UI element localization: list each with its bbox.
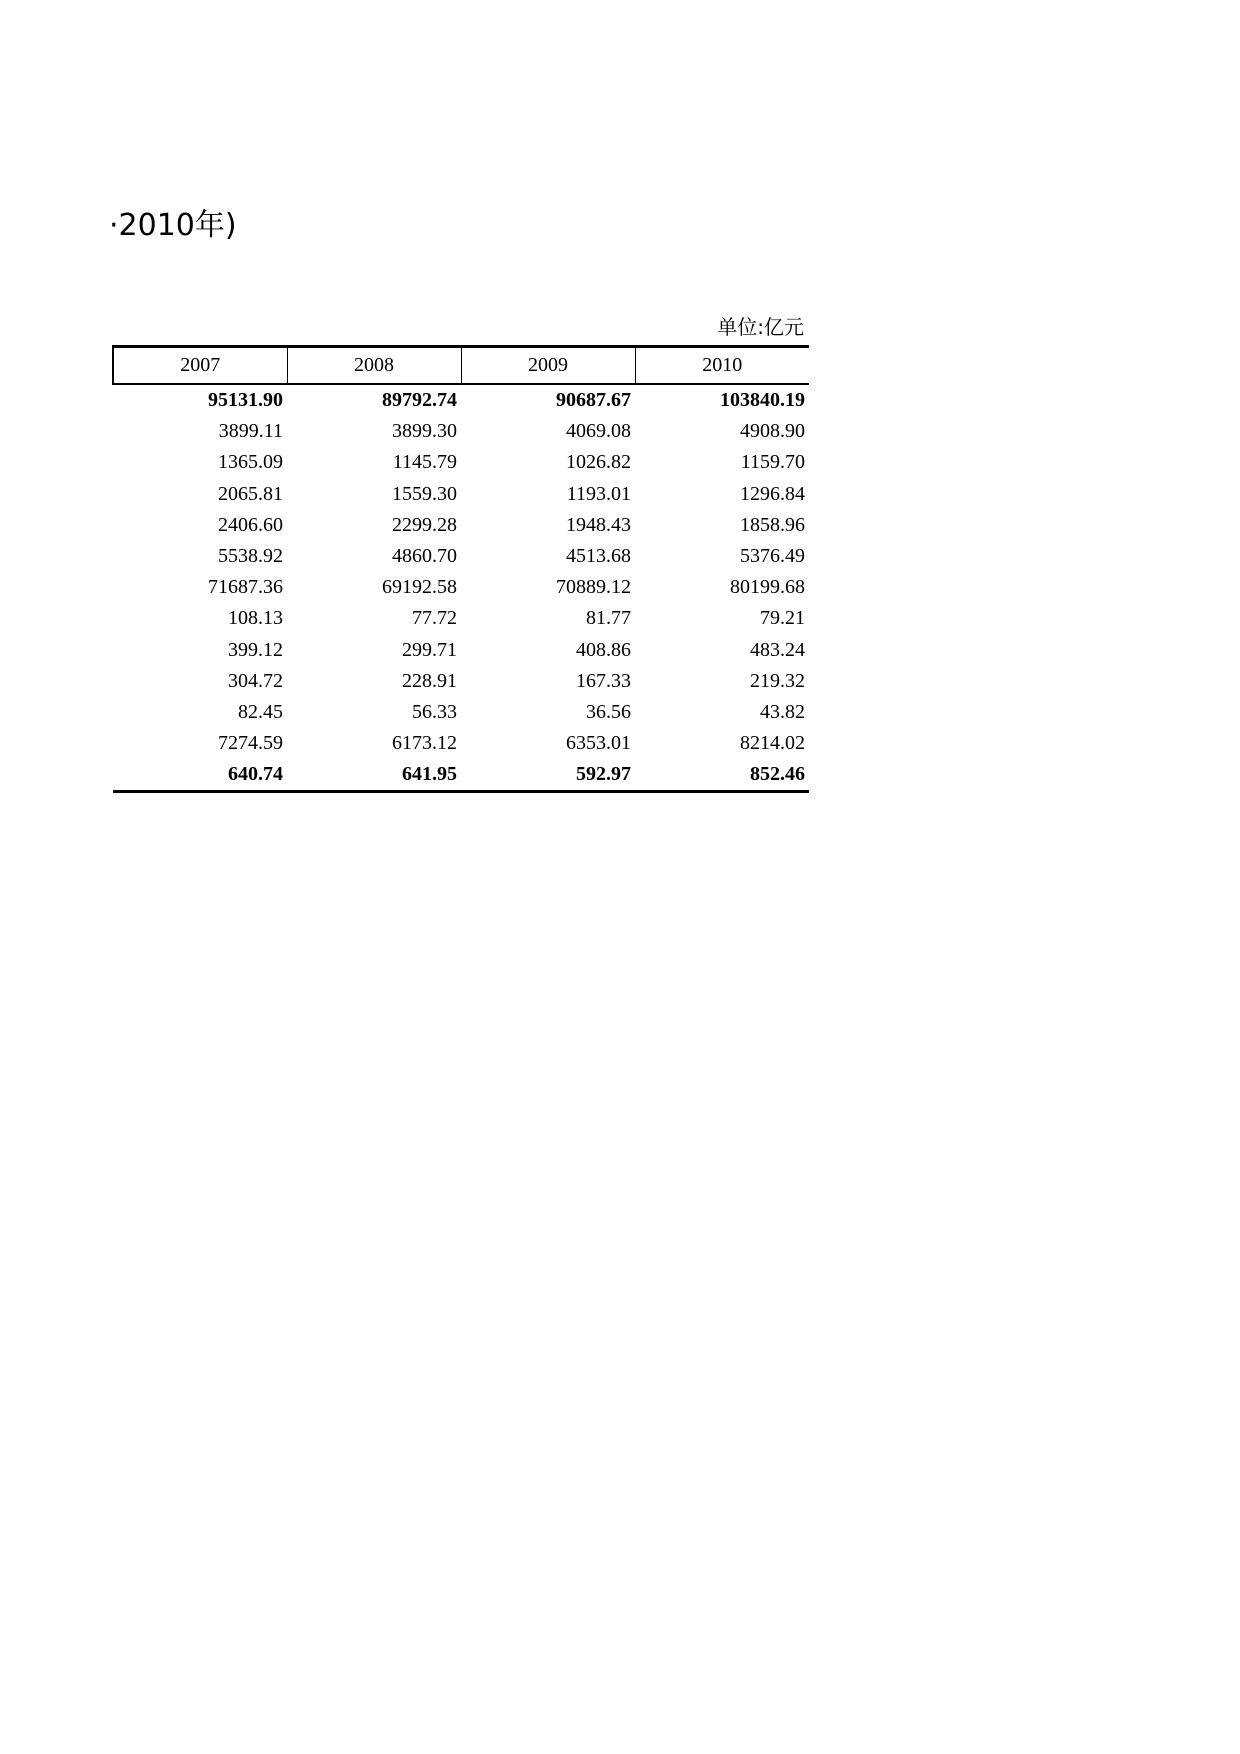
table-cell: 304.72 (228, 669, 283, 692)
table-cell: 399.12 (228, 638, 283, 661)
table-row (113, 759, 809, 792)
table-cell: 6353.01 (566, 732, 631, 755)
table-cell: 103840.19 (720, 389, 805, 412)
table-cell: 69192.58 (382, 576, 457, 599)
table-cell: 82.45 (238, 700, 283, 723)
table-cell: 408.86 (576, 638, 631, 661)
header-cell-2009: 2009 (461, 347, 635, 385)
table-cell: 2299.28 (392, 513, 457, 536)
header-row (113, 347, 809, 385)
table-cell: 1026.82 (566, 451, 631, 474)
table-cell: 43.82 (760, 700, 805, 723)
table-row (113, 666, 809, 697)
table-cell: 89792.74 (382, 389, 457, 412)
table-cell: 299.71 (402, 638, 457, 661)
table-cell: 1559.30 (392, 482, 457, 505)
table-cell: 2065.81 (218, 482, 283, 505)
table-row (113, 728, 809, 759)
table-cell: 1858.96 (740, 513, 805, 536)
table-cell: 108.13 (228, 607, 283, 630)
table-row (113, 697, 809, 728)
table-row (113, 603, 809, 634)
table-cell: 71687.36 (208, 576, 283, 599)
table-cell: 228.91 (402, 669, 457, 692)
table-cell: 4860.70 (392, 545, 457, 568)
table-cell: 36.56 (586, 700, 631, 723)
table-cell: 7274.59 (218, 732, 283, 755)
table-cell: 3899.30 (392, 420, 457, 443)
table-cell: 90687.67 (556, 389, 631, 412)
table-row (113, 510, 809, 541)
table-cell: 1365.09 (218, 451, 283, 474)
table-row (113, 541, 809, 572)
table-row (113, 479, 809, 510)
table-cell: 4513.68 (566, 545, 631, 568)
table-row (113, 447, 809, 478)
table-cell: 2406.60 (218, 513, 283, 536)
table-cell: 77.72 (412, 607, 457, 630)
table-cell: 79.21 (760, 607, 805, 630)
table-cell: 219.32 (750, 669, 805, 692)
table-body (113, 384, 809, 792)
table-cell: 167.33 (576, 669, 631, 692)
table-cell: 1193.01 (566, 482, 631, 505)
unit-label: 单位:亿元 (717, 315, 804, 339)
table-cell: 852.46 (635, 759, 809, 792)
page-title: ·2010年) (109, 208, 237, 243)
table-cell: 6173.12 (392, 732, 457, 755)
header-cell-2010: 2010 (635, 347, 809, 385)
table-row (113, 572, 809, 603)
table-cell: 592.97 (461, 759, 635, 792)
table-cell: 5538.92 (218, 545, 283, 568)
table-cell: 1296.84 (740, 482, 805, 505)
table-row (113, 635, 809, 666)
table-cell: 70889.12 (556, 576, 631, 599)
table-cell: 1948.43 (566, 513, 631, 536)
table-cell: 3899.11 (218, 420, 283, 443)
table-cell: 1145.79 (392, 451, 457, 474)
table-cell: 641.95 (287, 759, 461, 792)
header-cell-2008: 2008 (287, 347, 461, 385)
data-table (112, 345, 809, 793)
table-cell: 4908.90 (740, 420, 805, 443)
table-cell: 5376.49 (740, 545, 805, 568)
table-cell: 80199.68 (730, 576, 805, 599)
table-cell: 640.74 (113, 759, 287, 792)
table-row (113, 384, 809, 416)
table-cell: 56.33 (412, 700, 457, 723)
table-cell: 8214.02 (740, 732, 805, 755)
table-cell: 81.77 (586, 607, 631, 630)
table-cell: 4069.08 (566, 420, 631, 443)
table-cell: 95131.90 (208, 389, 283, 412)
header-cell-2007: 2007 (113, 347, 287, 385)
table-cell: 483.24 (750, 638, 805, 661)
table-row (113, 416, 809, 447)
table-cell: 1159.70 (740, 451, 805, 474)
